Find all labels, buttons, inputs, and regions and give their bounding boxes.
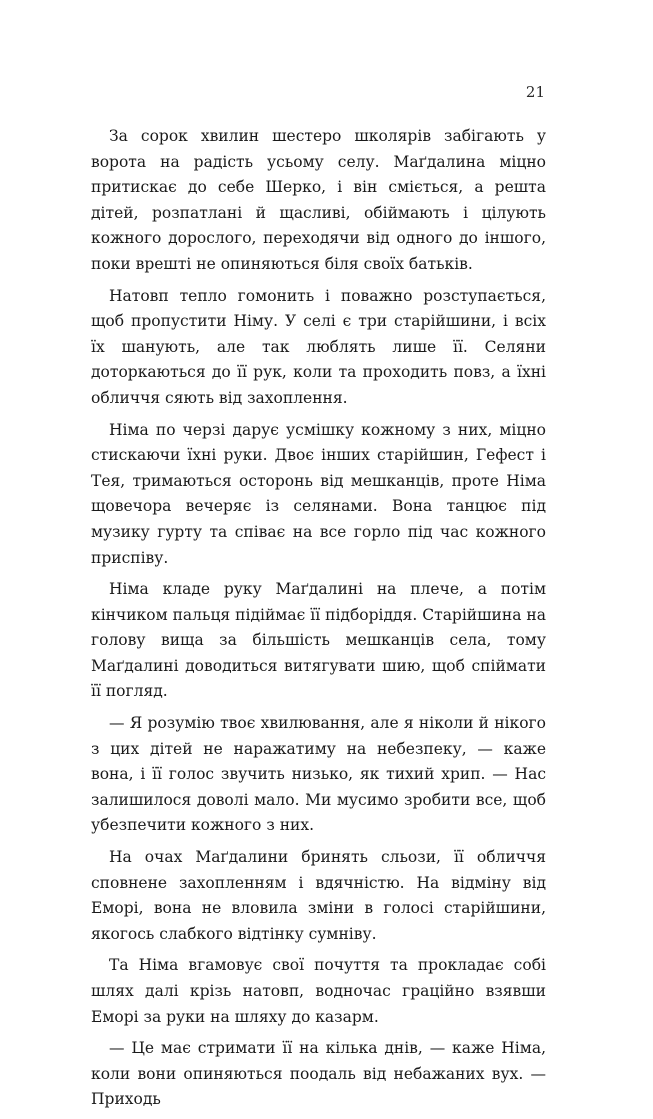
paragraph: — Це має стримати її на кілька днів, — каже Німа, коли вони опиняються поодаль від небажаних вух. — Приходь [91,1039,546,1109]
paragraph: На очах Маґдалини бринять сльози, її обличчя сповнене захопленням і вдячністю. На відміну від Еморі, вона не вловила зміни в голосі старійшини, якогось слабкого відтінку сумніву. [91,848,546,943]
text-body [91,124,546,1119]
page-number: 21 [525,83,545,101]
paragraph: Німа по черзі дарує усмішку кожному з них, міцно стискаючи їхні руки. Двоє інших старійшин, Гефест і Тея, тримаються осторонь від мешканців, проте Німа щовечора вечеряє із селянами. Вона танцює під музику гурту та співає на все горло під час кожного приспіву. [91,420,546,567]
paragraph: Німа кладе руку Маґдалині на плече, а потім кінчиком пальця підіймає її підборіддя. Старійшина на голову вища за більшість мешканців села, тому Маґдалині доводиться витягувати шию, щоб спіймати її погляд. [91,580,546,701]
paragraph: Натовп тепло гомонить і поважно розступається, щоб пропустити Німу. У селі є три старійшини, і всіх їх шанують, але так люблять лише її. Селяни доторкаються до її рук, коли та проходить повз, а їхні обличчя сяють від захоплення. [91,286,546,407]
paragraph: Та Німа вгамовує свої почуття та прокладає собі шлях далі крізь натовп, водночас граційно взявши Еморі за руки на шляху до казарм. [91,956,546,1026]
paragraph: За сорок хвилин шестеро школярів забігають у ворота на радість усьому селу. Маґдалина міцно притискає до себе Шерко, і він сміється, а решта дітей, розпатлані й щасливі, обіймають і цілують кожного дорослого, переходячи від одного до іншого, поки врешті не опиняються біля своїх батьків. [91,127,546,273]
paragraph: — Я розумію твоє хвилювання, але я ніколи й нікого з цих дітей не наражатиму на небезпеку, — каже вона, і її голос звучить низько, як тихий хрип. — Нас залишилося доволі мало. Ми мусимо зробити все, щоб убезпечити кожного з них. [91,714,546,835]
